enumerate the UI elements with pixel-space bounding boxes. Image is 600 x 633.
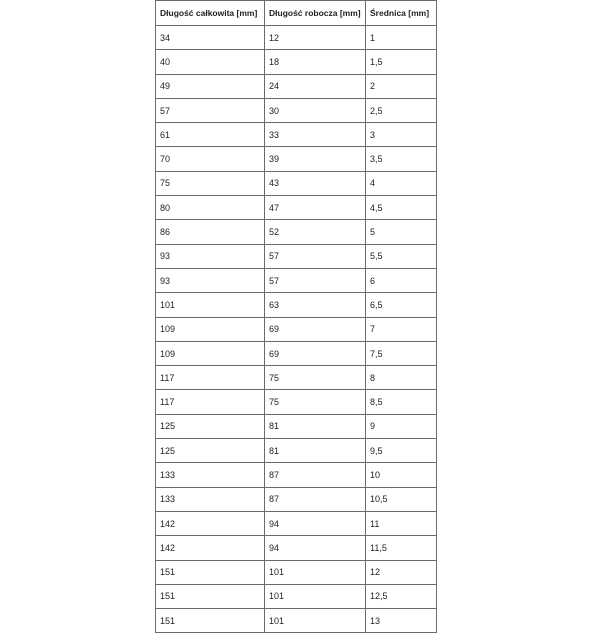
cell-working-length: 30	[265, 98, 366, 122]
table-header	[156, 1, 437, 26]
cell-diameter: 8	[366, 366, 437, 390]
cell-diameter: 8,5	[366, 390, 437, 414]
cell-diameter: 1	[366, 26, 437, 50]
cell-diameter: 3	[366, 123, 437, 147]
drill-size-table	[155, 0, 437, 633]
cell-working-length: 43	[265, 171, 366, 195]
cell-total-length: 80	[156, 196, 265, 220]
table-row	[156, 487, 437, 511]
cell-diameter: 12,5	[366, 584, 437, 608]
cell-total-length: 86	[156, 220, 265, 244]
header-total-length: Długość całkowita [mm]	[156, 1, 265, 26]
cell-working-length: 101	[265, 609, 366, 633]
table-row	[156, 244, 437, 268]
cell-diameter: 7	[366, 317, 437, 341]
cell-total-length: 40	[156, 50, 265, 74]
cell-working-length: 63	[265, 293, 366, 317]
cell-working-length: 57	[265, 244, 366, 268]
cell-diameter: 5,5	[366, 244, 437, 268]
table-row	[156, 560, 437, 584]
cell-diameter: 11	[366, 511, 437, 535]
cell-diameter: 12	[366, 560, 437, 584]
cell-working-length: 18	[265, 50, 366, 74]
cell-total-length: 117	[156, 366, 265, 390]
cell-working-length: 24	[265, 74, 366, 98]
cell-total-length: 125	[156, 439, 265, 463]
cell-total-length: 151	[156, 609, 265, 633]
table-row	[156, 414, 437, 438]
cell-diameter: 6	[366, 268, 437, 292]
cell-working-length: 87	[265, 463, 366, 487]
cell-total-length: 133	[156, 487, 265, 511]
cell-working-length: 81	[265, 414, 366, 438]
cell-working-length: 69	[265, 317, 366, 341]
table-row	[156, 50, 437, 74]
cell-diameter: 6,5	[366, 293, 437, 317]
table-row	[156, 366, 437, 390]
header-working-length: Długość robocza [mm]	[265, 1, 366, 26]
cell-diameter: 4	[366, 171, 437, 195]
table-row	[156, 196, 437, 220]
table-row	[156, 98, 437, 122]
cell-diameter: 4,5	[366, 196, 437, 220]
cell-diameter: 1,5	[366, 50, 437, 74]
cell-working-length: 94	[265, 536, 366, 560]
cell-diameter: 9	[366, 414, 437, 438]
cell-total-length: 109	[156, 317, 265, 341]
cell-total-length: 133	[156, 463, 265, 487]
table-row	[156, 26, 437, 50]
cell-diameter: 11,5	[366, 536, 437, 560]
cell-working-length: 47	[265, 196, 366, 220]
cell-working-length: 75	[265, 366, 366, 390]
table-row	[156, 463, 437, 487]
cell-working-length: 52	[265, 220, 366, 244]
cell-diameter: 2,5	[366, 98, 437, 122]
cell-total-length: 93	[156, 268, 265, 292]
cell-diameter: 10	[366, 463, 437, 487]
cell-working-length: 69	[265, 341, 366, 365]
table-row	[156, 390, 437, 414]
cell-total-length: 93	[156, 244, 265, 268]
cell-total-length: 109	[156, 341, 265, 365]
cell-working-length: 87	[265, 487, 366, 511]
cell-diameter: 3,5	[366, 147, 437, 171]
table-row	[156, 220, 437, 244]
cell-total-length: 34	[156, 26, 265, 50]
header-diameter: Średnica [mm]	[366, 1, 437, 26]
cell-working-length: 101	[265, 560, 366, 584]
table-row	[156, 341, 437, 365]
table-row	[156, 609, 437, 633]
table-row	[156, 439, 437, 463]
table-row	[156, 74, 437, 98]
cell-total-length: 125	[156, 414, 265, 438]
table-row	[156, 123, 437, 147]
cell-total-length: 61	[156, 123, 265, 147]
cell-diameter: 5	[366, 220, 437, 244]
cell-diameter: 7,5	[366, 341, 437, 365]
cell-diameter: 2	[366, 74, 437, 98]
cell-total-length: 75	[156, 171, 265, 195]
cell-total-length: 151	[156, 560, 265, 584]
table-row	[156, 293, 437, 317]
cell-working-length: 81	[265, 439, 366, 463]
cell-diameter: 10,5	[366, 487, 437, 511]
cell-diameter: 13	[366, 609, 437, 633]
cell-total-length: 101	[156, 293, 265, 317]
table-row	[156, 511, 437, 535]
cell-total-length: 142	[156, 536, 265, 560]
cell-working-length: 12	[265, 26, 366, 50]
cell-total-length: 70	[156, 147, 265, 171]
table-body	[156, 26, 437, 633]
cell-working-length: 33	[265, 123, 366, 147]
cell-total-length: 49	[156, 74, 265, 98]
cell-total-length: 151	[156, 584, 265, 608]
cell-working-length: 94	[265, 511, 366, 535]
table-row	[156, 147, 437, 171]
table-row	[156, 536, 437, 560]
table-row	[156, 584, 437, 608]
cell-total-length: 117	[156, 390, 265, 414]
drill-size-table-container	[155, 0, 436, 633]
cell-diameter: 9,5	[366, 439, 437, 463]
table-row	[156, 317, 437, 341]
cell-total-length: 142	[156, 511, 265, 535]
cell-working-length: 39	[265, 147, 366, 171]
table-row	[156, 268, 437, 292]
cell-total-length: 57	[156, 98, 265, 122]
cell-working-length: 75	[265, 390, 366, 414]
cell-working-length: 101	[265, 584, 366, 608]
header-row	[156, 1, 437, 26]
table-row	[156, 171, 437, 195]
cell-working-length: 57	[265, 268, 366, 292]
